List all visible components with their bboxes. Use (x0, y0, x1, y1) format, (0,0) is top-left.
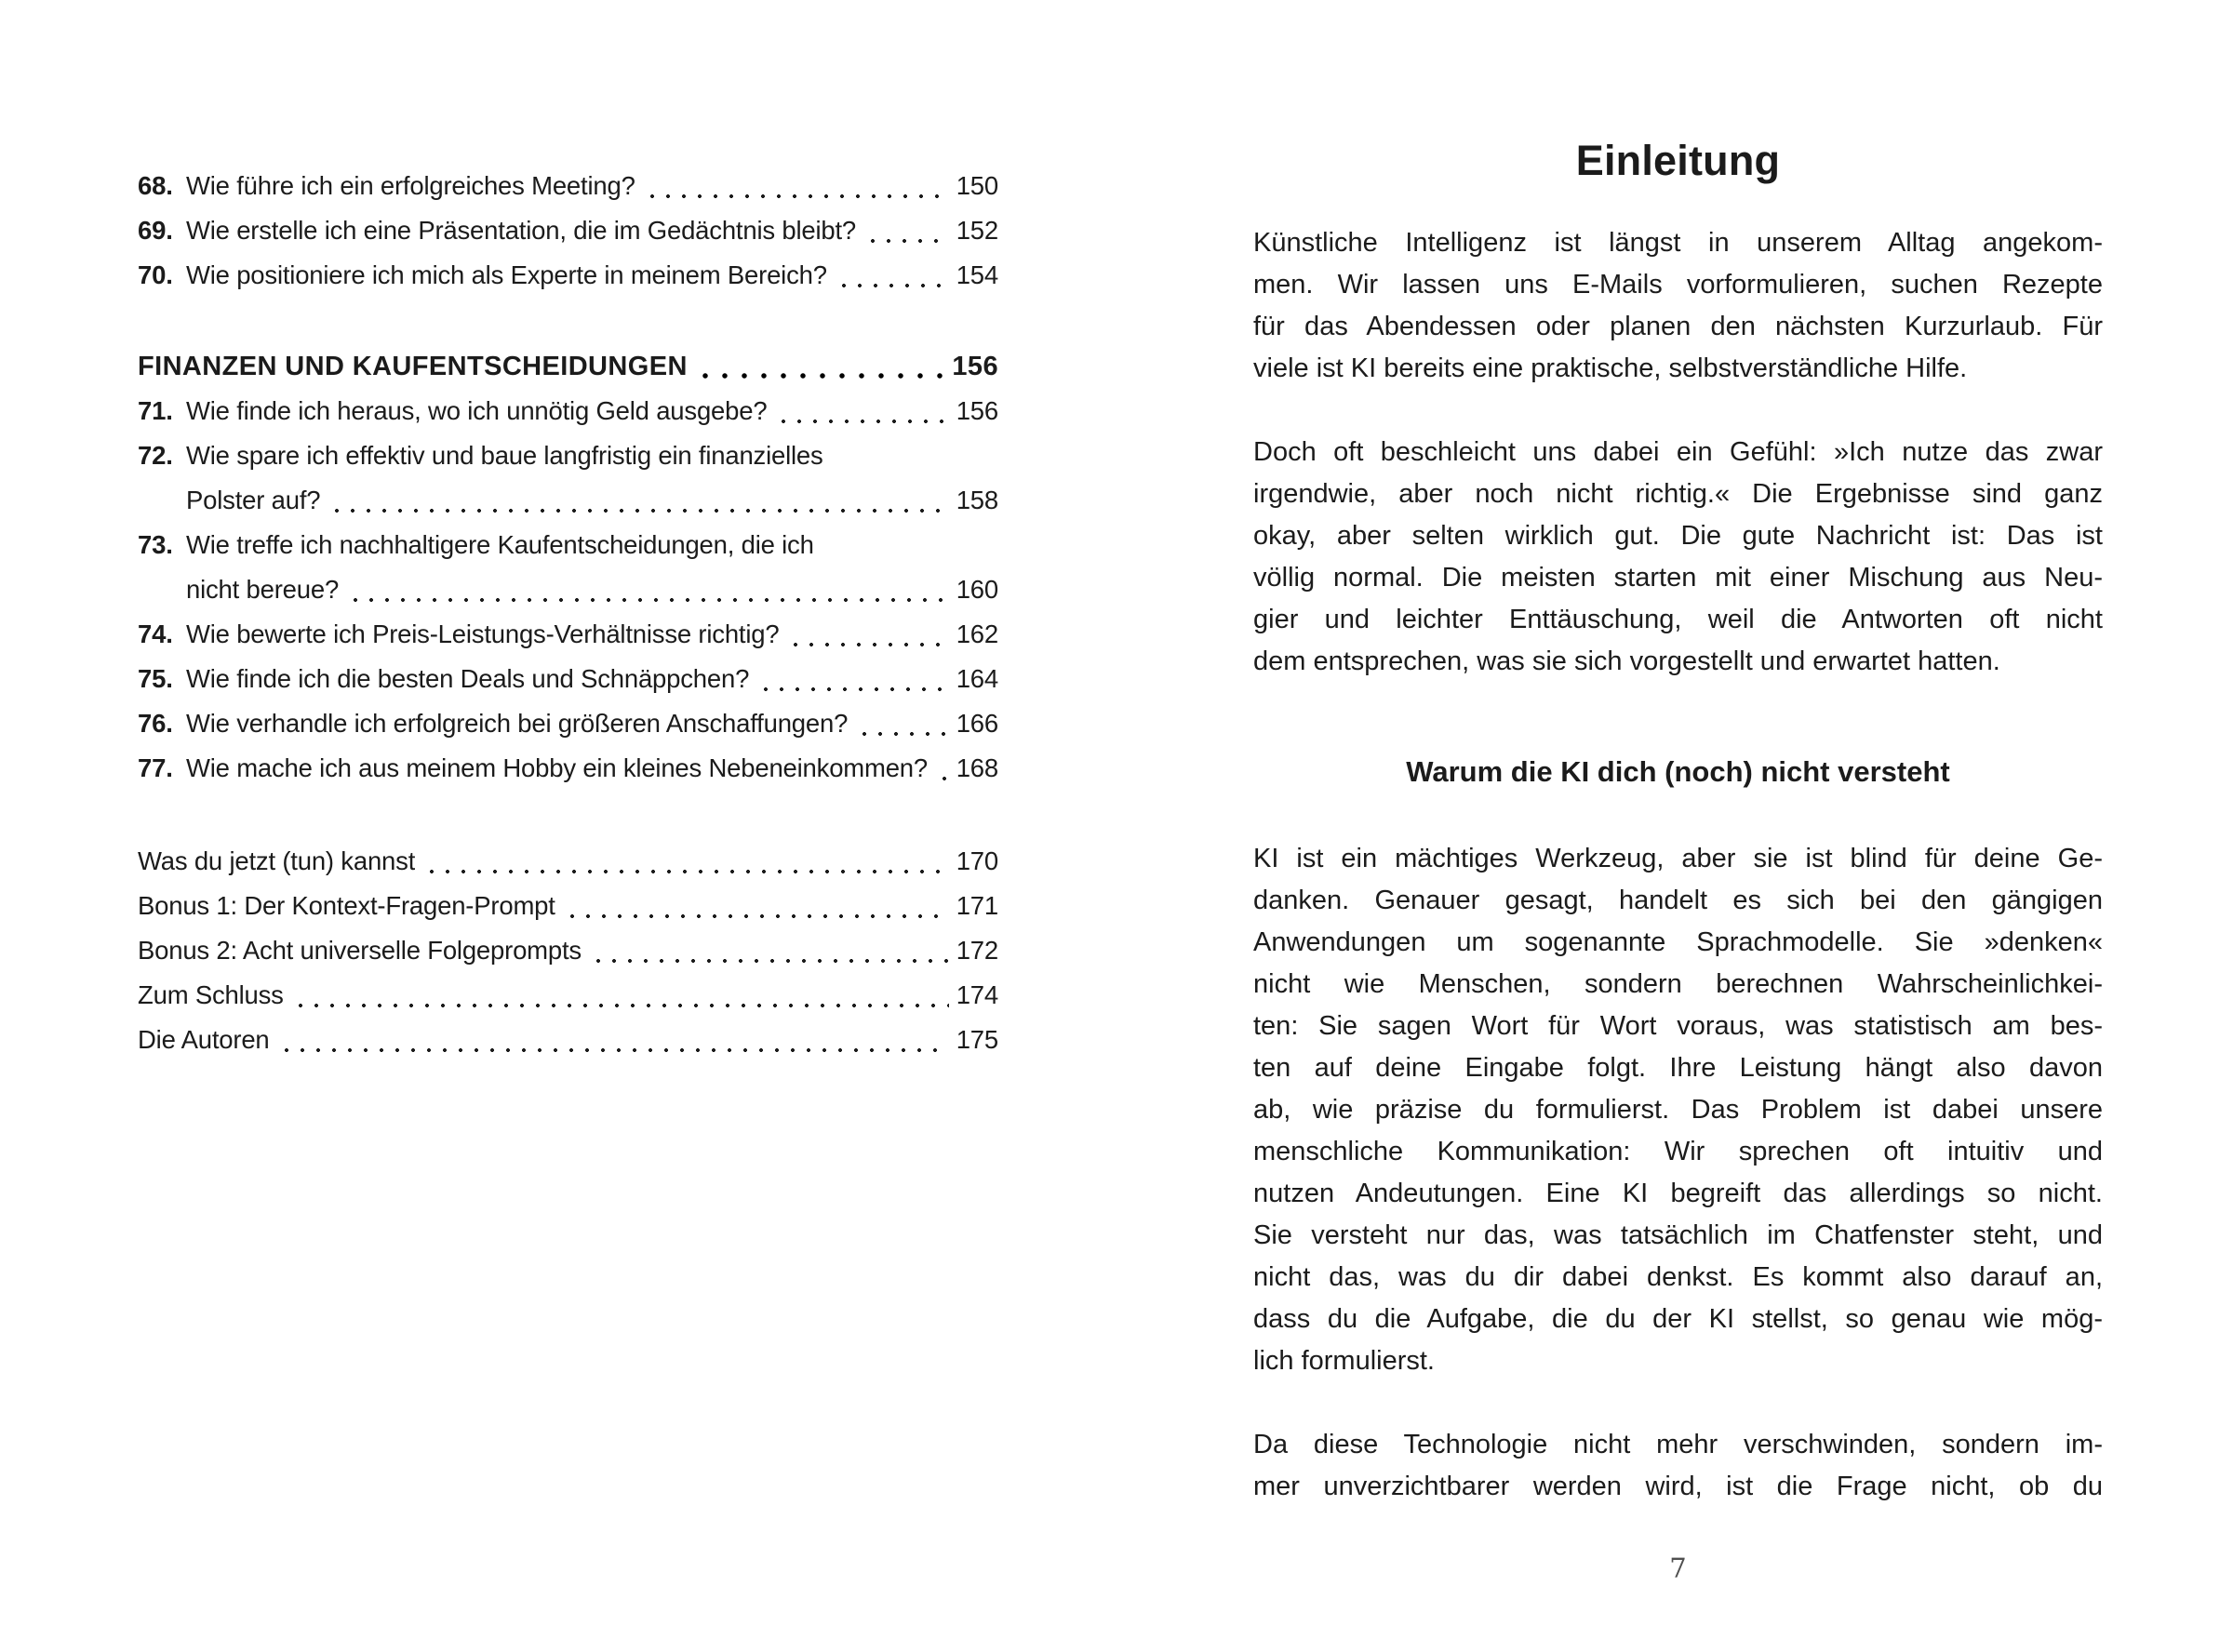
toc-entry (138, 973, 998, 1018)
toc-entry-page: 158 (956, 486, 998, 514)
toc-entry-number: 71. (138, 396, 173, 425)
toc-entry-title: Die Autoren (138, 1025, 270, 1054)
toc-entry-title: Bonus 2: Acht universelle Folgeprompts (138, 936, 582, 965)
paragraph-line: Künstliche Intelligenz ist längst in unserem Alltag angekom- (1253, 228, 2103, 258)
dot-leader (645, 193, 949, 199)
toc-entry-number: 74. (138, 620, 173, 648)
toc-entry-title: nicht bereue? (186, 575, 340, 604)
paragraph (1253, 222, 2103, 390)
paragraph-line: Doch oft beschleicht uns dabei ein Gefühl: »Ich nutze das zwar (1253, 437, 2103, 467)
paragraph-line: ten: Sie sagen Wort für Wort voraus, was statistisch am bes- (1253, 1011, 2103, 1041)
paragraph-line: dem entsprechen, was sie sich vorgestellt und erwartet hatten. (1253, 646, 2000, 676)
toc-entry-title: Was du jetzt (tun) kannst (138, 846, 416, 875)
toc-entry (138, 523, 998, 567)
toc-entry-page: 172 (956, 936, 998, 965)
toc-entry-title: Wie erstelle ich eine Präsentation, die im Gedächtnis bleibt? (186, 216, 856, 245)
toc-entry-page: 170 (956, 846, 998, 875)
paragraph-line: mer unverzichtbarer werden wird, ist die Frage nicht, ob du (1253, 1472, 2103, 1501)
toc-entry-continuation (138, 567, 998, 612)
paragraph-line: danken. Genauer gesagt, handelt es sich bei den gängigen (1253, 886, 2103, 915)
toc-entry-number: 68. (138, 171, 173, 200)
toc-entry-title: Bonus 1: Der Kontext-Fragen-Prompt (138, 891, 555, 920)
toc-entry-continuation (138, 478, 998, 523)
paragraph-line: men. Wir lassen uns E-Mails vorformulieren, suchen Rezepte (1253, 270, 2103, 300)
paragraph-line: dass du die Aufgabe, die du der KI stellst, so genau wie mög- (1253, 1304, 2103, 1334)
toc-entry-number: 69. (138, 216, 173, 245)
paragraph-line: okay, aber selten wirklich gut. Die gute Nachricht ist: Das ist (1253, 521, 2103, 551)
toc-entry-title: Wie spare ich effektiv und baue langfristig ein finanzielles (186, 441, 823, 470)
section-subheading: Warum die KI dich (noch) nicht versteht (1406, 755, 1950, 788)
paragraph-line: irgendwie, aber noch nicht richtig.« Die Ergebnisse sind ganz (1253, 479, 2103, 509)
dot-leader (836, 283, 949, 288)
dot-leader (865, 238, 949, 244)
toc-entry-number: 70. (138, 260, 173, 289)
toc-entry (138, 208, 998, 253)
paragraph-line: lich formulierst. (1253, 1346, 1435, 1376)
toc-page (138, 164, 998, 1062)
dot-leader (937, 776, 949, 781)
paragraph-line: nutzen Andeutungen. Eine KI begreift das allerdings so nicht. (1253, 1179, 2103, 1208)
paragraph-line: viele ist KI bereits eine praktische, selbstverständliche Hilfe. (1253, 353, 1968, 383)
paragraph-line: nicht wie Menschen, sondern berechnen Wahrscheinlichkei- (1253, 969, 2103, 999)
toc-entry-page: 154 (956, 260, 998, 289)
paragraph-line: Sie versteht nur das, was tatsächlich im Chatfenster steht, und (1253, 1220, 2103, 1250)
toc-entry-number: 76. (138, 709, 173, 738)
toc-entry-title: Wie finde ich die besten Deals und Schnäppchen? (186, 664, 750, 693)
toc-entry-page: 160 (956, 575, 998, 604)
paragraph-line: Da diese Technologie nicht mehr verschwinden, sondern im- (1253, 1430, 2103, 1459)
paragraph-line: nicht das, was du dir dabei denkst. Es kommt also darauf an, (1253, 1262, 2103, 1292)
toc-entry-title: Polster auf? (186, 486, 321, 514)
dot-leader (857, 731, 949, 737)
dot-leader (776, 419, 948, 424)
toc-section-label: FINANZEN UND KAUFENTSCHEIDUNGEN (138, 352, 688, 381)
paragraph-line: KI ist ein mächtiges Werkzeug, aber sie ist blind für deine Ge- (1253, 844, 2103, 873)
dot-leader (697, 373, 945, 380)
toc-entry (138, 746, 998, 791)
toc-entry-page: 164 (956, 664, 998, 693)
paragraph-line: ten auf deine Eingabe folgt. Ihre Leistung hängt also davon (1253, 1053, 2103, 1083)
toc-list (138, 389, 998, 791)
toc-entry (138, 164, 998, 208)
toc-entry (138, 657, 998, 701)
toc-list (138, 164, 998, 298)
paragraph (1253, 838, 2103, 1382)
toc-back-matter (138, 839, 998, 1062)
dot-leader (565, 913, 949, 919)
toc-entry (138, 389, 998, 433)
paragraph (1253, 432, 2103, 683)
toc-entry-number: 75. (138, 664, 173, 693)
toc-entry-title: Wie treffe ich nachhaltigere Kaufentscheidungen, die ich (186, 530, 814, 559)
paragraph-line: ab, wie präzise du formulierst. Das Problem ist dabei unsere (1253, 1095, 2103, 1125)
toc-entry-title: Wie führe ich ein erfolgreiches Meeting? (186, 171, 635, 200)
page-title: Einleitung (1575, 137, 1781, 184)
toc-entry-title: Wie mache ich aus meinem Hobby ein kleines Nebeneinkommen? (186, 753, 928, 782)
paragraph-line: völlig normal. Die meisten starten mit einer Mischung aus Neu- (1253, 563, 2103, 593)
toc-entry-title: Wie positioniere ich mich als Experte in meinem Bereich? (186, 260, 827, 289)
toc-entry-title: Wie finde ich heraus, wo ich unnötig Geld ausgebe? (186, 396, 768, 425)
toc-entry (138, 433, 998, 478)
toc-entry-page: 150 (956, 171, 998, 200)
toc-entry (138, 701, 998, 746)
dot-leader (348, 597, 949, 603)
dot-leader (591, 958, 949, 964)
toc-entry-page: 156 (956, 396, 998, 425)
toc-entry-page: 174 (956, 980, 998, 1009)
toc-entry (138, 839, 998, 884)
paragraph (1253, 1424, 2103, 1508)
toc-entry-number: 77. (138, 753, 173, 782)
toc-section-header (138, 344, 998, 389)
toc-section-page: 156 (952, 352, 998, 381)
toc-entry-page: 175 (956, 1025, 998, 1054)
dot-leader (788, 642, 948, 647)
toc-entry-page: 162 (956, 620, 998, 648)
toc-entry-page: 152 (956, 216, 998, 245)
paragraph-line: für das Abendessen oder planen den nächsten Kurzurlaub. Für (1253, 312, 2103, 341)
toc-entry (138, 928, 998, 973)
dot-leader (279, 1047, 949, 1053)
toc-entry-title: Zum Schluss (138, 980, 284, 1009)
paragraph-line: menschliche Kommunikation: Wir sprechen oft intuitiv und (1253, 1137, 2103, 1166)
dot-leader (293, 1003, 949, 1008)
toc-entry-page: 171 (956, 891, 998, 920)
toc-entry (138, 1018, 998, 1062)
toc-entry-title: Wie verhandle ich erfolgreich bei größeren Anschaffungen? (186, 709, 849, 738)
toc-entry-number: 73. (138, 530, 173, 559)
toc-entry-page: 168 (956, 753, 998, 782)
page-number: 7 (1669, 1552, 1687, 1584)
dot-leader (424, 869, 949, 874)
toc-entry-title: Wie bewerte ich Preis-Leistungs-Verhältnisse richtig? (186, 620, 780, 648)
dot-leader (758, 686, 949, 692)
toc-entry (138, 253, 998, 298)
paragraph-line: gier und leichter Enttäuschung, weil die Antworten oft nicht (1253, 605, 2103, 634)
intro-page (1253, 0, 2103, 1587)
paragraph-line: Anwendungen um sogenannte Sprachmodelle. Sie »denken« (1253, 927, 2103, 957)
dot-leader (329, 508, 948, 513)
toc-entry-number: 72. (138, 441, 173, 470)
toc-entry-page: 166 (956, 709, 998, 738)
toc-entry (138, 884, 998, 928)
toc-entry (138, 612, 998, 657)
